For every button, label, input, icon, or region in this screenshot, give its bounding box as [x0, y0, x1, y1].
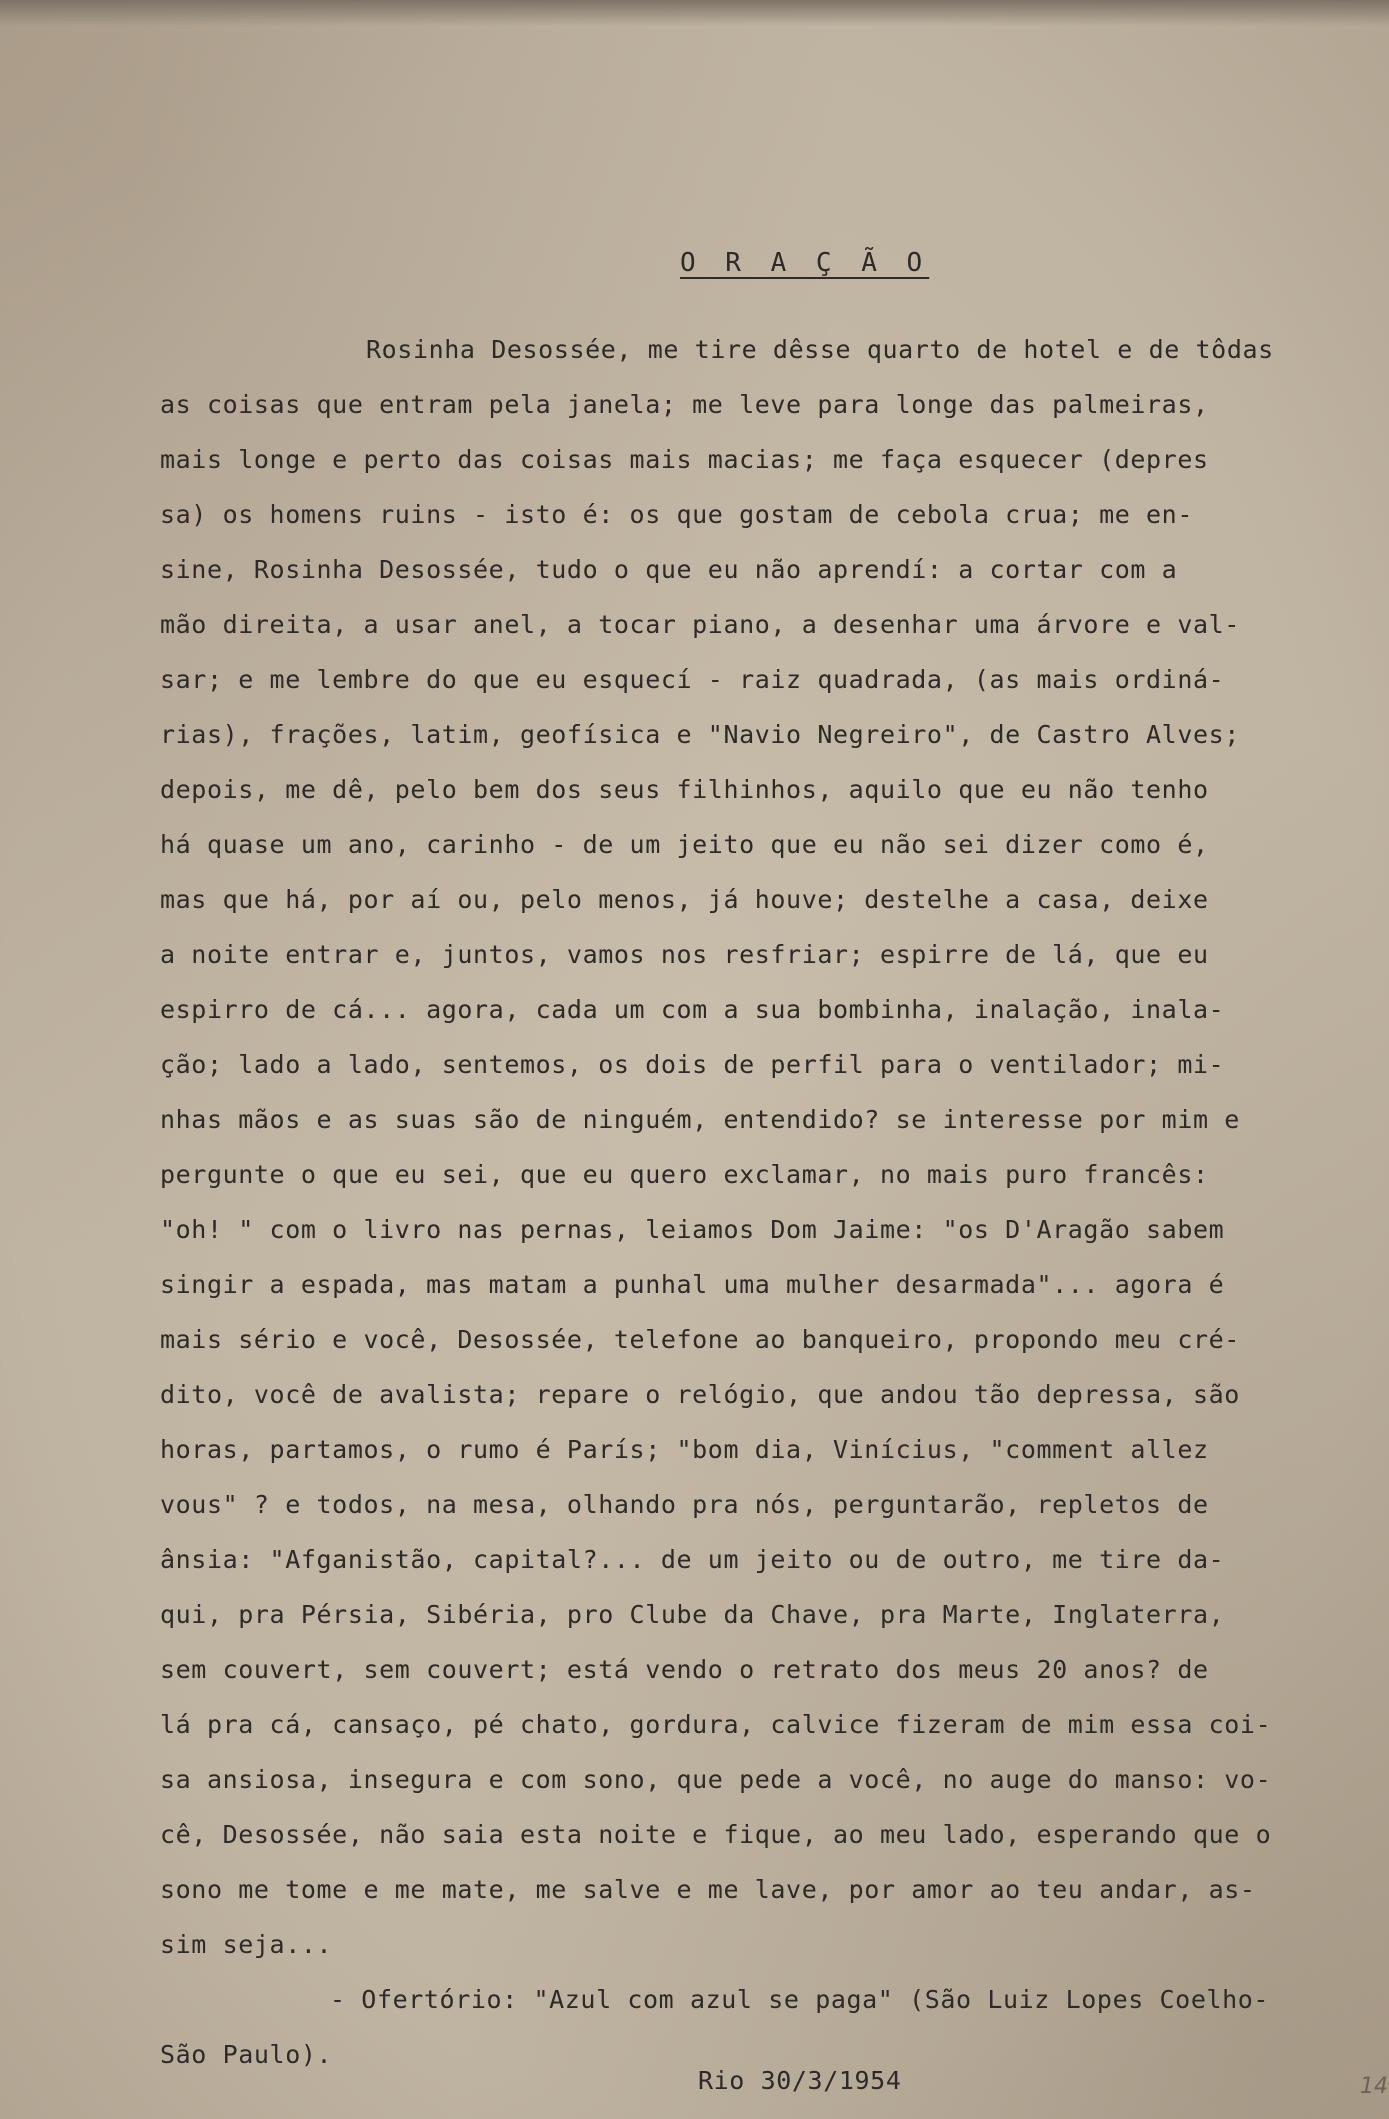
- page-number-mark: 14: [1360, 2074, 1388, 2099]
- text-line: depois, me dê, pelo bem dos seus filhinhos, aquilo que eu não tenho: [160, 775, 1209, 804]
- text-line: sa) os homens ruins - isto é: os que gostam de cebola crua; me en-: [160, 500, 1193, 529]
- text-line: qui, pra Pérsia, Sibéria, pro Clube da Chave, pra Marte, Inglaterra,: [160, 1600, 1225, 1629]
- text-line: mais longe e perto das coisas mais macias; me faça esquecer (depres: [160, 445, 1209, 474]
- text-line: sim seja...: [160, 1930, 333, 1959]
- text-line: lá pra cá, cansaço, pé chato, gordura, calvice fizeram de mim essa coi-: [160, 1710, 1272, 1739]
- text-line: ção; lado a lado, sentemos, os dois de perfil para o ventilador; mi-: [160, 1050, 1225, 1079]
- text-line: vous" ? e todos, na mesa, olhando pra nós, perguntarão, repletos de: [160, 1490, 1209, 1519]
- text-line: "oh! " com o livro nas pernas, leiamos Dom Jaime: "os D'Aragão sabem: [160, 1215, 1225, 1244]
- text-line: singir a espada, mas matam a punhal uma mulher desarmada"... agora é: [160, 1270, 1225, 1299]
- text-line: as coisas que entram pela janela; me leve para longe das palmeiras,: [160, 390, 1209, 419]
- document-date: Rio 30/3/1954: [698, 2066, 902, 2095]
- text-line: sono me tome e me mate, me salve e me lave, por amor ao teu andar, as-: [160, 1875, 1256, 1904]
- text-line: há quase um ano, carinho - de um jeito que eu não sei dizer como é,: [160, 830, 1209, 859]
- text-line: pergunte o que eu sei, que eu quero exclamar, no mais puro francês:: [160, 1160, 1209, 1189]
- text-line: Rosinha Desossée, me tire dêsse quarto de hotel e de tôdas: [366, 335, 1274, 364]
- text-line: mas que há, por aí ou, pelo menos, já houve; destelhe a casa, deixe: [160, 885, 1209, 914]
- text-line: dito, você de avalista; repare o relógio, que andou tão depressa, são: [160, 1380, 1240, 1409]
- page-top-edge: [0, 0, 1389, 26]
- text-line: mais sério e você, Desossée, telefone ao banqueiro, propondo meu cré-: [160, 1325, 1240, 1354]
- text-line: mão direita, a usar anel, a tocar piano, a desenhar uma árvore e val-: [160, 610, 1240, 639]
- text-line: horas, partamos, o rumo é París; "bom dia, Vinícius, "comment allez: [160, 1435, 1209, 1464]
- offertory-line: - Ofertório: "Azul com azul se paga" (São Luiz Lopes Coelho-: [330, 1985, 1270, 2014]
- text-line: sar; e me lembre do que eu esquecí - raiz quadrada, (as mais ordiná-: [160, 665, 1225, 694]
- text-line: ânsia: "Afganistão, capital?... de um jeito ou de outro, me tire da-: [160, 1545, 1225, 1574]
- text-line: nhas mãos e as suas são de ninguém, entendido? se interesse por mim e: [160, 1105, 1240, 1134]
- text-line: cê, Desossée, não saia esta noite e fique, ao meu lado, esperando que o: [160, 1820, 1272, 1849]
- text-line: sine, Rosinha Desossée, tudo o que eu não aprendí: a cortar com a: [160, 555, 1178, 584]
- text-line: a noite entrar e, juntos, vamos nos resfriar; espirre de lá, que eu: [160, 940, 1209, 969]
- text-line: sem couvert, sem couvert; está vendo o retrato dos meus 20 anos? de: [160, 1655, 1209, 1684]
- text-line: sa ansiosa, insegura e com sono, que pede a você, no auge do manso: vo-: [160, 1765, 1272, 1794]
- text-line: espirro de cá... agora, cada um com a sua bombinha, inalação, inala-: [160, 995, 1225, 1024]
- text-line: rias), frações, latim, geofísica e "Navio Negreiro", de Castro Alves;: [160, 720, 1240, 749]
- document-title: O R A Ç Ã O: [680, 248, 930, 278]
- offertory-line-continuation: São Paulo).: [160, 2040, 333, 2069]
- poem-body: [160, 322, 1350, 2082]
